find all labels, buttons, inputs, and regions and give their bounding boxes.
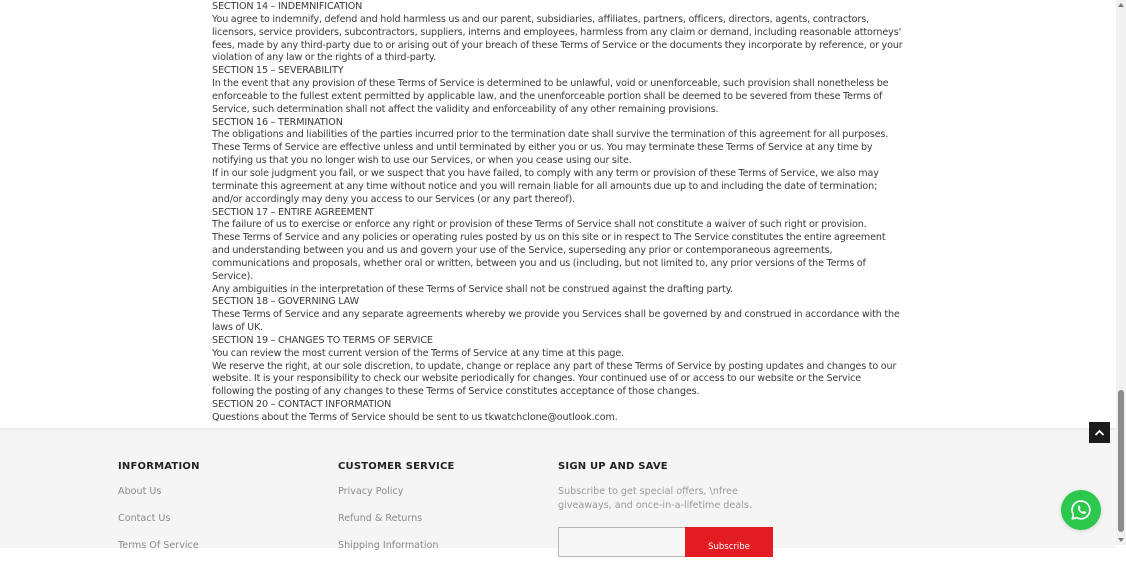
- terms-paragraph: Any ambiguities in the interpretation of these Terms of Service shall not be construed against the drafting party.: [212, 283, 733, 295]
- scroll-up-arrow[interactable]: [1116, 0, 1126, 10]
- section-heading: SECTION 17 – ENTIRE AGREEMENT: [212, 206, 374, 218]
- footer-link-refund-returns[interactable]: Refund & Returns: [338, 513, 423, 524]
- subscribe-button[interactable]: Subscribe: [685, 527, 773, 557]
- triangle-down-icon: [1118, 538, 1124, 542]
- terms-paragraph: Questions about the Terms of Service should be sent to us tkwatchclone@outlook.com.: [212, 412, 618, 423]
- terms-paragraph: These Terms of Service and any separate agreements whereby we provide you Services shall be governed by and construed in accordance with the laws of UK.: [212, 309, 900, 334]
- footer-heading-signup: SIGN UP AND SAVE: [558, 461, 668, 472]
- back-to-top-button[interactable]: [1089, 422, 1110, 443]
- triangle-up-icon: [1118, 3, 1124, 7]
- whatsapp-chat-button[interactable]: [1061, 490, 1101, 530]
- footer-link-terms-of-service[interactable]: Terms Of Service: [118, 540, 199, 551]
- terms-paragraph: The obligations and liabilities of the parties incurred prior to the termination date shall survive the termination of this agreement for all purposes.: [212, 129, 889, 141]
- newsletter-email-input[interactable]: [558, 527, 685, 557]
- scroll-down-arrow[interactable]: [1116, 535, 1126, 545]
- whatsapp-icon: [1070, 499, 1092, 521]
- section-heading: SECTION 18 – GOVERNING LAW: [212, 296, 359, 308]
- terms-paragraph: You can review the most current version of the Terms of Service at any time at this page.: [212, 347, 625, 359]
- terms-paragraph: We reserve the right, at our sole discretion, to update, change or replace any part of these Terms of Service by posting updates and changes to our website. It is your responsibility to check our website periodically for changes. Your continued use of or access to our website or the Service following the posting of any changes to these Terms of Service constitutes acceptance of those changes.: [212, 360, 897, 398]
- footer-heading-information: INFORMATION: [118, 461, 200, 472]
- scrollbar-thumb[interactable]: [1118, 390, 1124, 532]
- terms-paragraph: If in our sole judgment you fail, or we suspect that you have failed, to comply with any term or provision of these Terms of Service, we also may terminate this agreement at any time without notice and you will remain liable for all amounts due up to and including the date of termination; and/or accordingly may deny you access to our Services (or any part thereof).: [212, 167, 879, 205]
- footer-link-about-us[interactable]: About Us: [118, 486, 162, 497]
- site-footer: [0, 428, 1116, 552]
- vertical-scrollbar[interactable]: [1116, 0, 1126, 545]
- footer-link-shipping-information[interactable]: Shipping Information: [338, 540, 439, 551]
- terms-paragraph: These Terms of Service are effective unless and until terminated by either you or us. You may terminate these Terms of Service at any time by notifying us that you no longer wish to use our Services, or when you cease using our site.: [212, 142, 873, 167]
- signup-description: Subscribe to get special offers, \nfree giveaways, and once-in-a-lifetime deals.: [558, 486, 752, 511]
- section-heading: SECTION 15 – SEVERABILITY: [212, 65, 344, 77]
- section-heading: SECTION 20 – CONTACT INFORMATION: [212, 399, 392, 411]
- terms-of-service-content: [212, 1, 905, 425]
- footer-link-contact-us[interactable]: Contact Us: [118, 513, 171, 524]
- footer-signup-column: [558, 460, 778, 552]
- terms-paragraph: You agree to indemnify, defend and hold harmless us and our parent, subsidiaries, affiliates, partners, officers, directors, agents, contractors, licensors, service providers, subcontractors, suppliers, interns and employees, harmless from any claim or demand, including reasonable attorneys' fees, made by any third-party due to or arising out of your breach of these Terms of Service or the documents they incorporate by reference, or your violation of any law or the rights of a third-party.: [212, 13, 903, 64]
- section-heading: SECTION 14 – INDEMNIFICATION: [212, 1, 363, 12]
- terms-paragraph: The failure of us to exercise or enforce any right or provision of these Terms of Service shall not constitute a waiver of such right or provision.: [212, 219, 867, 231]
- footer-information-links: [118, 485, 200, 566]
- footer-customer-service-links: [338, 485, 455, 566]
- section-heading: SECTION 19 – CHANGES TO TERMS OF SERVICE: [212, 334, 433, 346]
- footer-information-column: [118, 460, 200, 566]
- section-heading: SECTION 16 – TERMINATION: [212, 116, 343, 128]
- footer-heading-customer-service: CUSTOMER SERVICE: [338, 461, 455, 472]
- footer-link-privacy-policy[interactable]: Privacy Policy: [338, 486, 404, 497]
- chevron-up-icon: [1094, 429, 1105, 436]
- terms-paragraph: These Terms of Service and any policies or operating rules posted by us on this site or in respect to The Service constitutes the entire agreement and understanding between you and us and govern your use of the Service, superseding any prior or contemporaneous agreements, communications and proposals, whether oral or written, between you and us (including, but not limited to, any prior versions of the Terms of Service).: [212, 232, 886, 282]
- footer-customer-service-column: [338, 460, 455, 566]
- newsletter-form: [558, 527, 773, 557]
- terms-paragraph: In the event that any provision of these Terms of Service is determined to be unlawful, void or unenforceable, such provision shall nonetheless be enforceable to the fullest extent permitted by applicable law, and the unenforceable portion shall be deemed to be severed from these Terms of Service, such determination shall not affect the validity and enforceability of any other remaining provisions.: [212, 78, 889, 115]
